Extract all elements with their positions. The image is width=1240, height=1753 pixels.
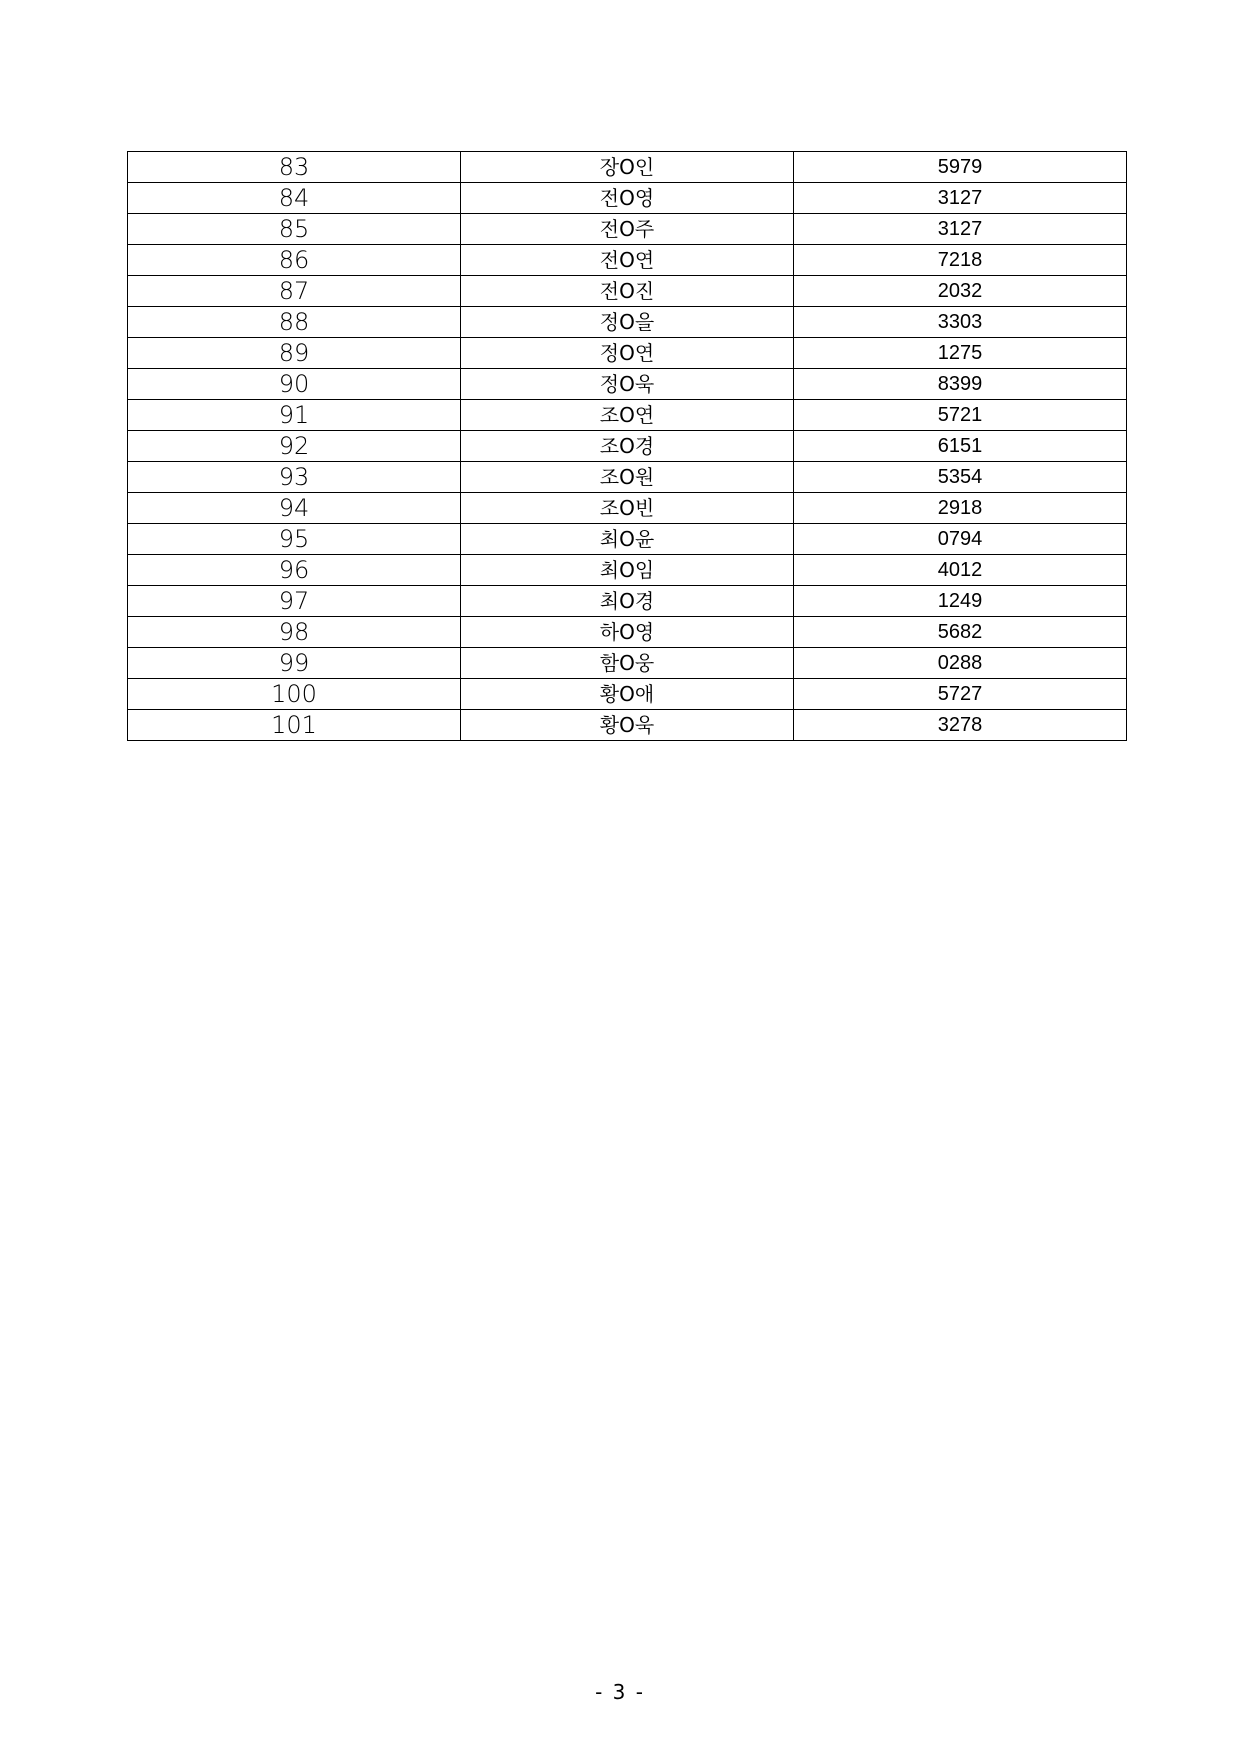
table-row [128, 245, 1127, 276]
code-cell: 5727 [794, 679, 1127, 710]
name-cell: 전O진 [461, 276, 794, 307]
table-row [128, 617, 1127, 648]
row-number-cell: 84 [128, 183, 461, 214]
table-row [128, 586, 1127, 617]
row-number-cell: 91 [128, 400, 461, 431]
row-number-cell: 98 [128, 617, 461, 648]
name-cell: 황O애 [461, 679, 794, 710]
row-number-cell: 93 [128, 462, 461, 493]
table-body [128, 152, 1127, 741]
name-cell: 최O윤 [461, 524, 794, 555]
row-number-cell: 99 [128, 648, 461, 679]
name-cell: 전O주 [461, 214, 794, 245]
table-row [128, 648, 1127, 679]
code-cell: 5354 [794, 462, 1127, 493]
code-cell: 6151 [794, 431, 1127, 462]
name-cell: 정O연 [461, 338, 794, 369]
code-cell: 2032 [794, 276, 1127, 307]
code-cell: 3127 [794, 183, 1127, 214]
name-cell: 하O영 [461, 617, 794, 648]
table-row [128, 183, 1127, 214]
name-cell: 전O영 [461, 183, 794, 214]
table-row [128, 524, 1127, 555]
table-row [128, 152, 1127, 183]
table-row [128, 276, 1127, 307]
table-row [128, 555, 1127, 586]
name-cell: 장O인 [461, 152, 794, 183]
name-cell: 최O경 [461, 586, 794, 617]
code-cell: 1249 [794, 586, 1127, 617]
row-number-cell: 92 [128, 431, 461, 462]
table-row [128, 679, 1127, 710]
row-number-cell: 101 [128, 710, 461, 741]
table-row [128, 431, 1127, 462]
row-number-cell: 94 [128, 493, 461, 524]
table-row [128, 214, 1127, 245]
row-number-cell: 96 [128, 555, 461, 586]
table-row [128, 369, 1127, 400]
row-number-cell: 88 [128, 307, 461, 338]
name-cell: 조O경 [461, 431, 794, 462]
code-cell: 0288 [794, 648, 1127, 679]
code-cell: 2918 [794, 493, 1127, 524]
name-cell: 조O빈 [461, 493, 794, 524]
code-cell: 7218 [794, 245, 1127, 276]
row-number-cell: 87 [128, 276, 461, 307]
row-number-cell: 85 [128, 214, 461, 245]
code-cell: 3278 [794, 710, 1127, 741]
code-cell: 8399 [794, 369, 1127, 400]
table-row [128, 462, 1127, 493]
table-row [128, 400, 1127, 431]
code-cell: 5682 [794, 617, 1127, 648]
name-cell: 전O연 [461, 245, 794, 276]
code-cell: 3127 [794, 214, 1127, 245]
code-cell: 5721 [794, 400, 1127, 431]
row-number-cell: 100 [128, 679, 461, 710]
name-cell: 정O욱 [461, 369, 794, 400]
row-number-cell: 97 [128, 586, 461, 617]
name-cell: 조O원 [461, 462, 794, 493]
row-number-cell: 83 [128, 152, 461, 183]
page-number: - 3 - [595, 1680, 645, 1704]
name-cell: 황O욱 [461, 710, 794, 741]
table-row [128, 307, 1127, 338]
row-number-cell: 86 [128, 245, 461, 276]
code-cell: 3303 [794, 307, 1127, 338]
table-row [128, 493, 1127, 524]
row-number-cell: 90 [128, 369, 461, 400]
code-cell: 1275 [794, 338, 1127, 369]
row-number-cell: 89 [128, 338, 461, 369]
code-cell: 0794 [794, 524, 1127, 555]
code-cell: 5979 [794, 152, 1127, 183]
code-cell: 4012 [794, 555, 1127, 586]
name-cell: 조O연 [461, 400, 794, 431]
name-cell: 최O임 [461, 555, 794, 586]
table-row [128, 710, 1127, 741]
name-cell: 정O을 [461, 307, 794, 338]
name-cell: 함O웅 [461, 648, 794, 679]
row-number-cell: 95 [128, 524, 461, 555]
table-row [128, 338, 1127, 369]
participant-table [127, 151, 1127, 741]
